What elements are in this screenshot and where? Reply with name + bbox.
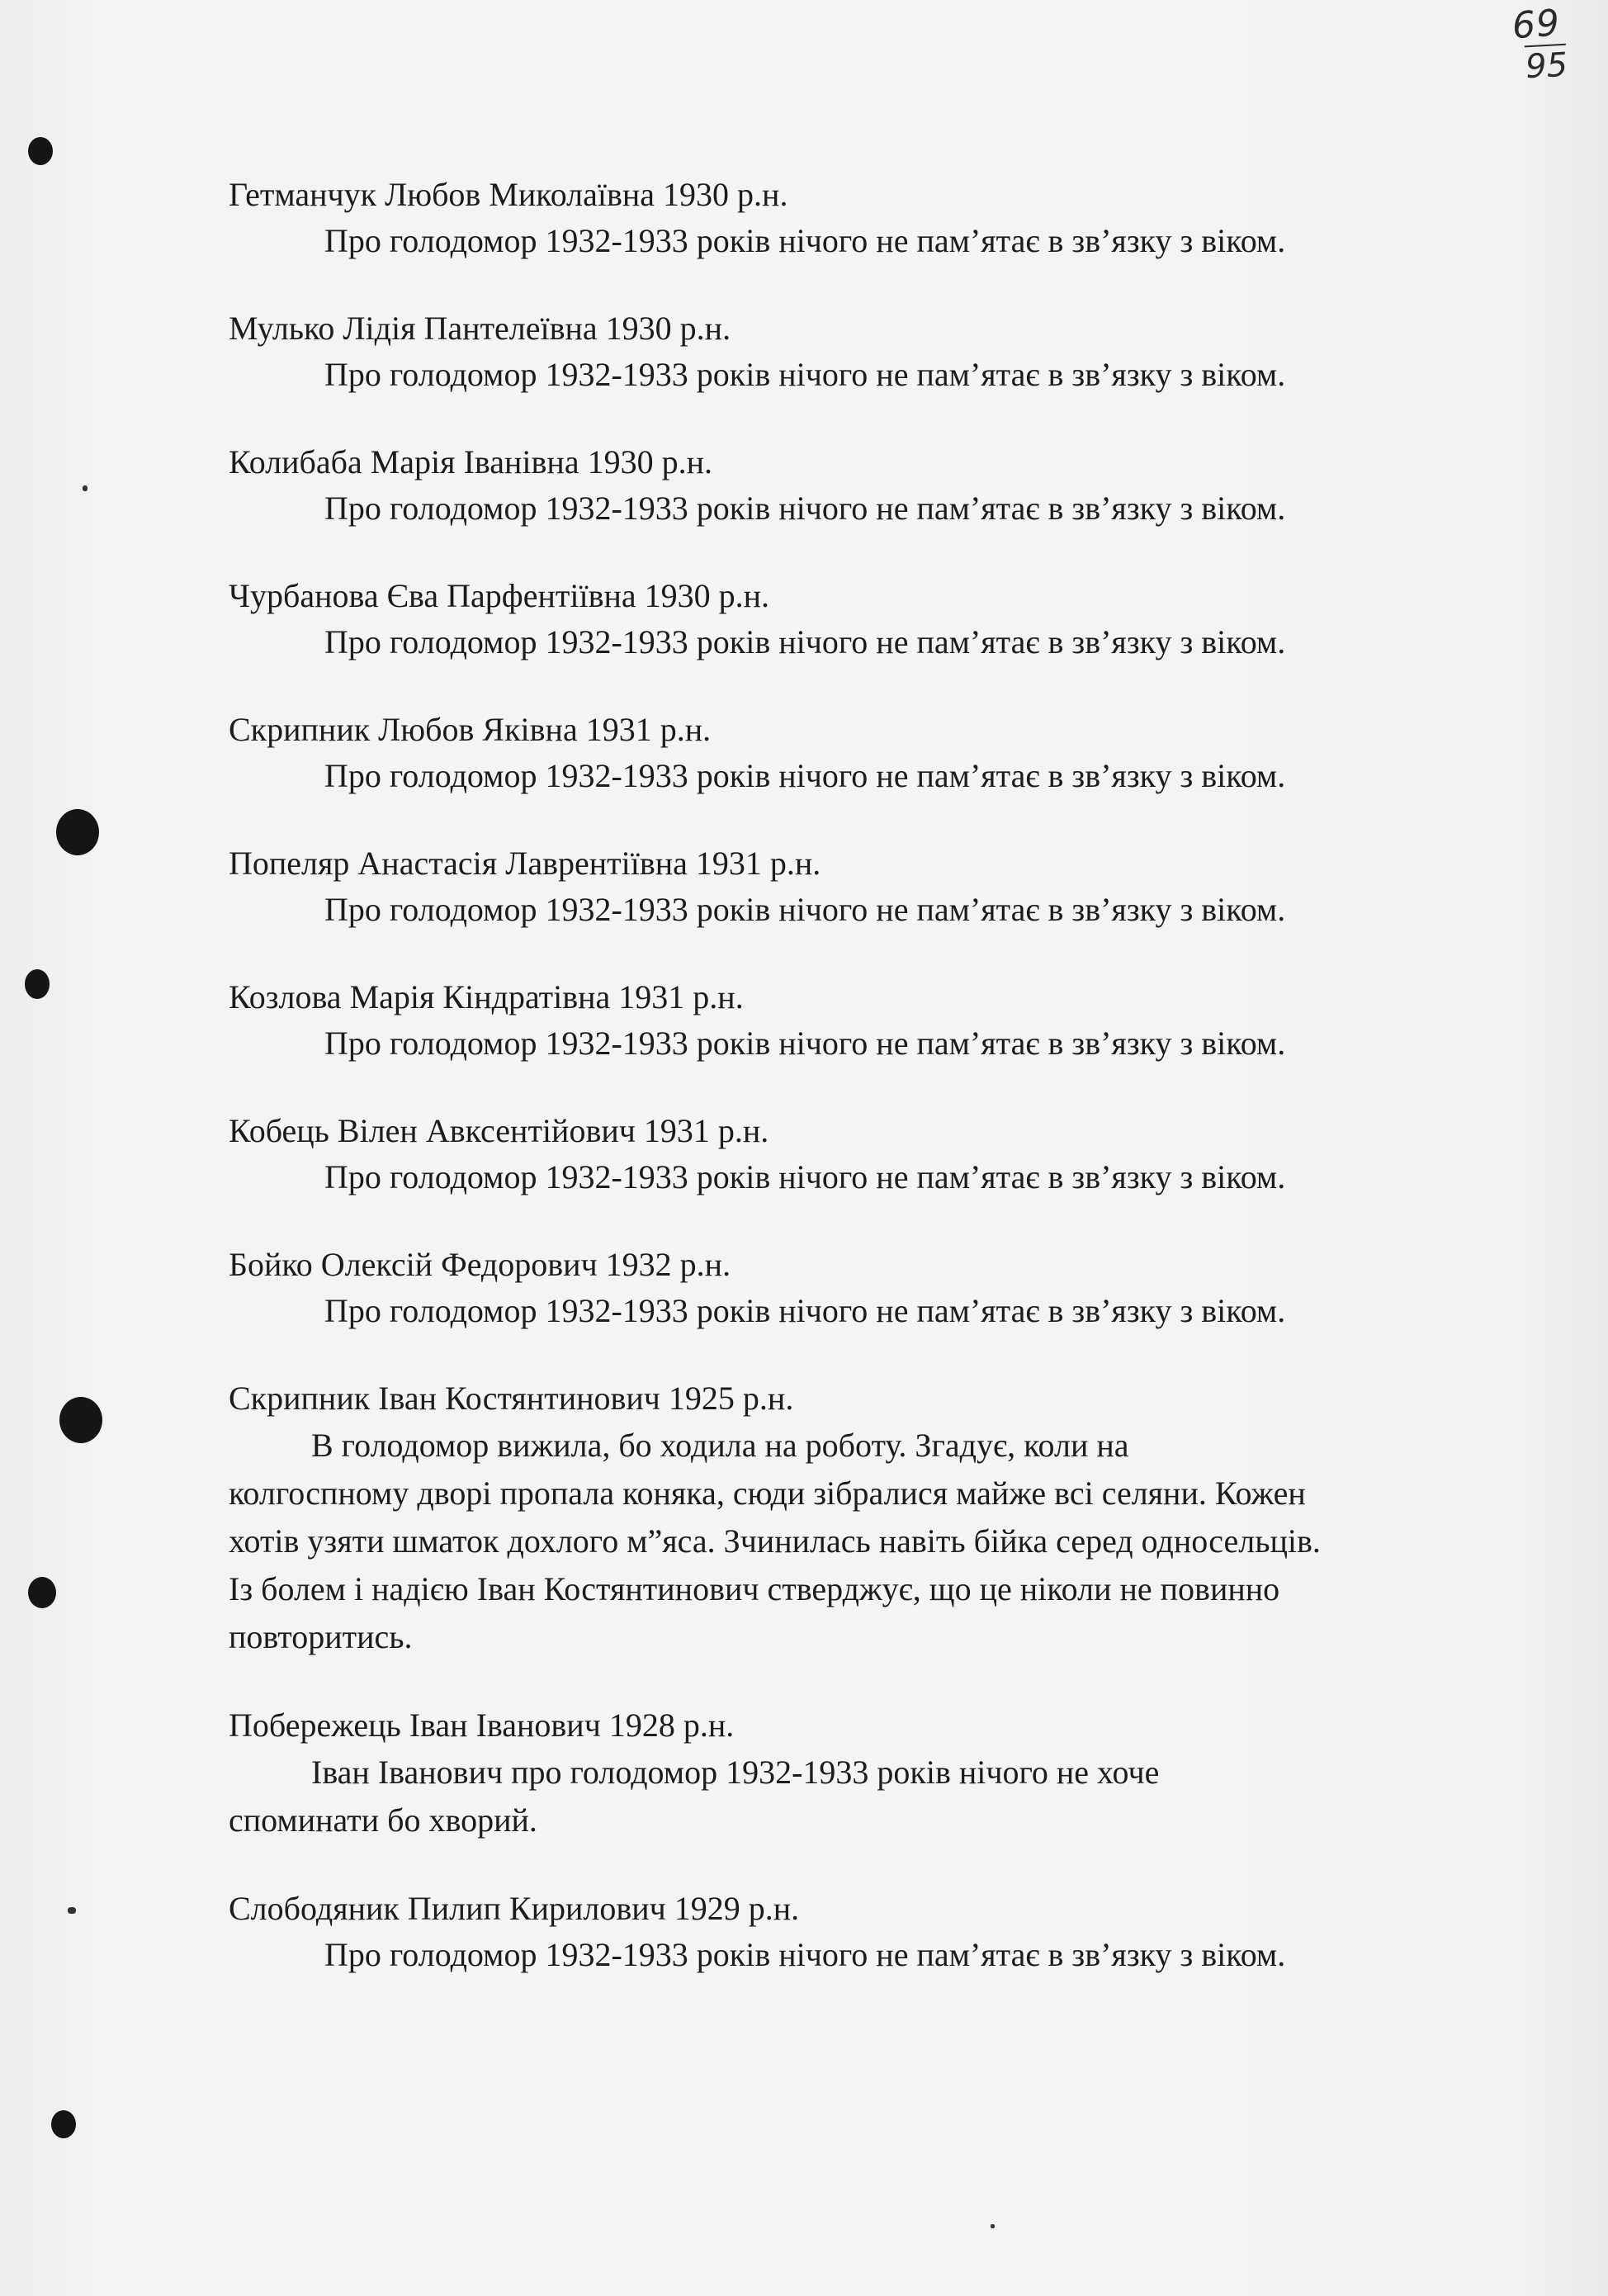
punch-hole <box>59 1397 102 1443</box>
story-line: споминати бо хворий. <box>229 1801 537 1839</box>
person-name: Кобець Вілен Авксентійович 1931 р.н. <box>229 1112 769 1149</box>
person-name: Скрипник Іван Костянтинович 1925 р.н. <box>229 1380 794 1417</box>
testimony-entry-story <box>229 1375 1516 1661</box>
story-line: Іван Іванович про голодомор 1932-1933 років нічого не хоче <box>311 1754 1160 1791</box>
punch-hole <box>28 137 53 165</box>
testimony-note: Про голодомор 1932-1933 років нічого не пам’ятає в зв’язку з віком. <box>324 490 1286 527</box>
scan-speck <box>991 2224 995 2228</box>
testimony-list <box>229 172 1516 2019</box>
testimony-note: Про голодомор 1932-1933 років нічого не пам’ятає в зв’язку з віком. <box>324 1025 1286 1062</box>
testimony-entry <box>229 305 1516 398</box>
page-number-top: 69 <box>1511 2 1562 48</box>
punch-hole <box>25 969 50 999</box>
testimony-note: Про голодомор 1932-1933 років нічого не пам’ятає в зв’язку з віком. <box>324 757 1286 794</box>
person-name: Козлова Марія Кіндратівна 1931 р.н. <box>229 978 744 1015</box>
person-name: Бойко Олексій Федорович 1932 р.н. <box>229 1246 731 1283</box>
testimony-note: Про голодомор 1932-1933 років нічого не пам’ятає в зв’язку з віком. <box>324 891 1286 928</box>
person-name: Слободяник Пилип Кирилович 1929 р.н. <box>229 1890 800 1927</box>
scan-speck <box>83 485 87 491</box>
testimony-entry <box>229 1886 1516 1978</box>
page-number-bottom: 95 <box>1525 44 1568 84</box>
person-name: Гетманчук Любов Миколаївна 1930 р.н. <box>229 176 788 213</box>
person-name: Чурбанова Єва Парфентіївна 1930 р.н. <box>229 577 770 614</box>
testimony-note: Про голодомор 1932-1933 років нічого не пам’ятає в зв’язку з віком. <box>324 1936 1286 1973</box>
testimony-entry <box>229 172 1516 264</box>
punch-hole <box>28 1577 56 1608</box>
testimony-entry-story <box>229 1702 1516 1844</box>
testimony-note: Про голодомор 1932-1933 років нічого не пам’ятає в зв’язку з віком. <box>324 356 1286 393</box>
testimony-note: Про голодомор 1932-1933 років нічого не пам’ятає в зв’язку з віком. <box>324 222 1286 259</box>
testimony-note: Про голодомор 1932-1933 років нічого не пам’ятає в зв’язку з віком. <box>324 1158 1286 1195</box>
testimony-entry <box>229 573 1516 665</box>
punch-hole <box>56 809 99 855</box>
testimony-note: Про голодомор 1932-1933 років нічого не пам’ятає в зв’язку з віком. <box>324 1292 1286 1329</box>
story-line: колгоспному дворі пропала коняка, сюди зібралися майже всі селяни. Кожен <box>229 1475 1306 1512</box>
person-name: Попеляр Анастасія Лаврентіївна 1931 р.н. <box>229 845 821 882</box>
testimony-entry <box>229 439 1516 532</box>
testimony-story <box>229 1749 1516 1844</box>
testimony-entry <box>229 1108 1516 1200</box>
testimony-note: Про голодомор 1932-1933 років нічого не пам’ятає в зв’язку з віком. <box>324 623 1286 660</box>
testimony-entry <box>229 1242 1516 1334</box>
testimony-entry <box>229 974 1516 1067</box>
scan-speck <box>68 1907 76 1914</box>
person-name: Скрипник Любов Яківна 1931 р.н. <box>229 711 712 748</box>
story-line: В голодомор вижила, бо ходила на роботу. Згадує, коли на <box>311 1427 1129 1464</box>
person-name: Побережець Іван Іванович 1928 р.н. <box>229 1707 735 1744</box>
testimony-entry <box>229 840 1516 933</box>
testimony-story <box>229 1422 1516 1661</box>
story-line: хотів узяти шматок дохлого м”яса. Зчинилась навіть бійка серед односельців. <box>229 1522 1321 1560</box>
story-line: повторитись. <box>229 1618 413 1655</box>
story-line: Із болем і надією Іван Костянтинович стверджує, що це ніколи не повинно <box>229 1570 1280 1607</box>
person-name: Мулько Лідія Пантелеївна 1930 р.н. <box>229 310 731 347</box>
testimony-entry <box>229 707 1516 799</box>
person-name: Колибаба Марія Іванівна 1930 р.н. <box>229 443 712 481</box>
handwritten-page-number <box>1511 2 1569 87</box>
punch-hole <box>51 2110 76 2138</box>
